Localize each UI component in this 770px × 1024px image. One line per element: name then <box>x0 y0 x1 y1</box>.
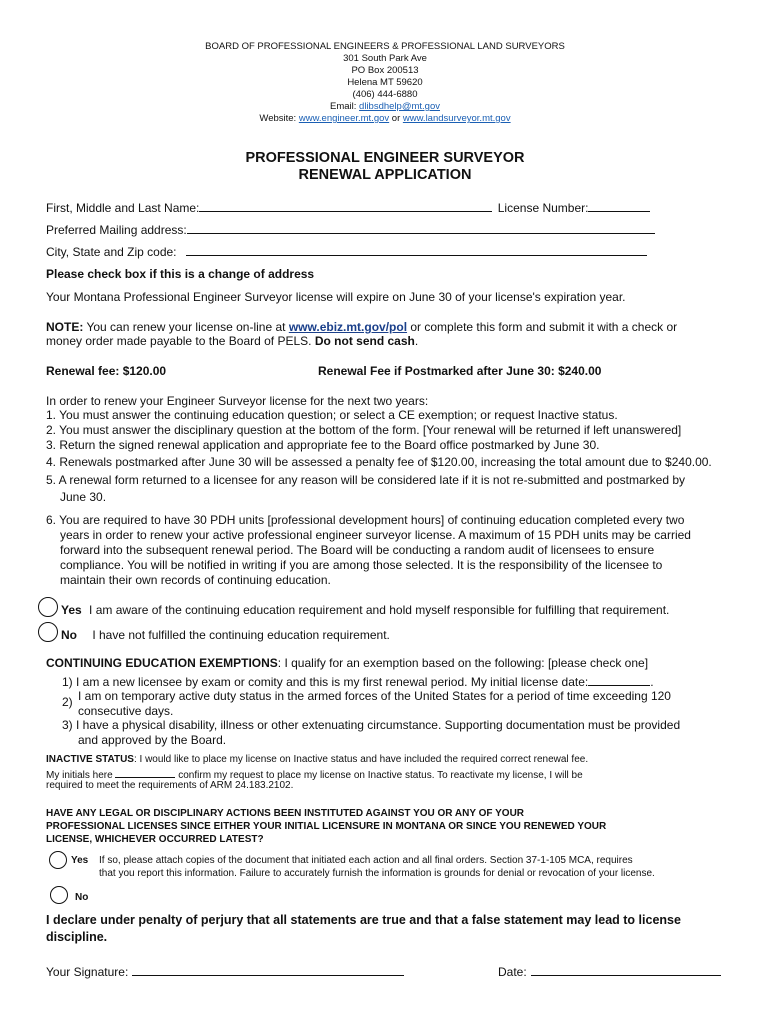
date-label: Date: <box>498 965 527 979</box>
board-name: BOARD OF PROFESSIONAL ENGINEERS & PROFESSIONAL LAND SURVEYORS <box>205 41 565 52</box>
website-link-surveyor[interactable]: www.landsurveyor.mt.gov <box>402 113 511 124</box>
disciplinary-yes-radio[interactable] <box>49 851 67 869</box>
exemption-item-1-text: 1) I am a new licensee by exam or comity and this is my first renewal period. My initial license date: <box>62 675 589 689</box>
disciplinary-yes-label: Yes <box>71 855 89 866</box>
license-label: License Number: <box>497 201 589 215</box>
declaration-line1: I declare under penalty of perjury that all statements are true and that a false statement may lead to license <box>46 913 681 927</box>
instruction-item-1: 1. You must answer the continuing education question; or select a CE exemption; or request Inactive status. <box>46 408 618 422</box>
inactive-line2 <box>46 767 583 781</box>
website-link-engineer[interactable]: www.engineer.mt.gov <box>298 113 390 124</box>
street-address: 301 South Park Ave <box>343 53 427 64</box>
instruction-item-5-cont: June 30. <box>60 490 107 504</box>
exemption-item-3-line1[interactable]: 3) I have a physical disability, illness or other extenuating circumstance. Supporting documentation must be provided <box>62 718 681 732</box>
exemptions-heading: CONTINUING EDUCATION EXEMPTIONS <box>46 656 278 670</box>
disciplinary-no-label: No <box>75 892 89 903</box>
ce-no-text: I have not fulfilled the continuing education requirement. <box>92 628 390 642</box>
po-box: PO Box 200513 <box>351 65 419 76</box>
phone: (406) 444-6880 <box>352 89 418 100</box>
mailing-label: Preferred Mailing address: <box>46 223 187 237</box>
inactive-text-1: : I would like to place my license on Inactive status and have included the required correct renewal fee. <box>133 754 589 765</box>
city-row <box>46 244 647 259</box>
note-text-2: or complete this form and submit it with a check or <box>407 320 678 334</box>
instruction-item-2: 2. You must answer the disciplinary question at the bottom of the form. [Your renewal will be returned if left unanswered] <box>46 423 682 437</box>
email-line <box>0 101 770 113</box>
exemption-item-2-line1: I am on temporary active duty status in the armed forces of the United States for a period of time exceeding 120 <box>78 689 671 703</box>
ce-yes-label: Yes <box>61 603 82 617</box>
exemption-item-2-num[interactable]: 2) <box>62 695 73 709</box>
form-title-line1: PROFESSIONAL ENGINEER SURVEYOR <box>245 150 525 166</box>
instruction-item-6-line2: years in order to renew your active professional engineer surveyor license. A maximum of 15 PDH units may be carried <box>60 528 691 542</box>
ce-yes-row <box>61 603 669 617</box>
exemption-item-2-line2: consecutive days. <box>78 704 174 718</box>
mailing-row <box>46 222 655 237</box>
website-or: or <box>389 113 403 124</box>
instruction-item-6-line5: maintain their own records of continuing education. <box>60 573 331 587</box>
inactive-initials-field[interactable] <box>115 767 175 778</box>
date-row <box>498 964 721 979</box>
inactive-text-2b: confirm my request to place my license on Inactive status. To reactivate my license, I will be <box>175 770 583 781</box>
ce-no-row <box>61 628 390 642</box>
exemptions-heading-row <box>46 656 648 670</box>
email-link[interactable]: dlibsdhelp@mt.gov <box>359 101 440 112</box>
exemption-item-3-line2: and approved by the Board. <box>78 733 227 747</box>
signature-label: Your Signature: <box>46 965 129 979</box>
signature-field[interactable] <box>132 964 404 976</box>
late-renewal-fee: Renewal Fee if Postmarked after June 30: $240.00 <box>318 364 602 378</box>
disciplinary-question-line2: PROFESSIONAL LICENSES SINCE EITHER YOUR INITIAL LICENSURE IN MONTANA OR SINCE YOU RENEWED YOUR <box>46 821 607 832</box>
note-line2 <box>46 334 418 348</box>
inactive-line3: required to meet the requirements of ARM 24.183.2102. <box>46 780 294 791</box>
instruction-item-6-line4: compliance. You will be notified in writing if you are among those selected. It is the responsibility of the licensee to <box>60 558 663 572</box>
address-change-prompt: Please check box if this is a change of address <box>46 267 315 281</box>
date-field[interactable] <box>531 964 721 976</box>
note-end: . <box>414 334 419 348</box>
email-label: Email: <box>330 101 360 112</box>
signature-row <box>46 964 404 979</box>
name-label: First, Middle and Last Name: <box>46 201 200 215</box>
name-field[interactable] <box>199 200 492 212</box>
instruction-item-6-line3: forward into the subsequent renewal period. The Board will be conducting a random audit of licensees to ensure <box>60 543 655 557</box>
instruction-item-3: 3. Return the signed renewal application and appropriate fee to the Board office postmarked by June 30. <box>46 438 600 452</box>
city-address: Helena MT 59620 <box>347 77 423 88</box>
disciplinary-no-radio[interactable] <box>50 886 68 904</box>
expiration-notice: Your Montana Professional Engineer Surveyor license will expire on June 30 of your license's expiration year. <box>46 290 626 304</box>
inactive-label: INACTIVE STATUS <box>46 754 134 765</box>
no-cash-text: Do not send cash <box>314 334 415 348</box>
disciplinary-question-line1: HAVE ANY LEGAL OR DISCIPLINARY ACTIONS BEEN INSTITUTED AGAINST YOU OR ANY OF YOUR <box>46 808 525 819</box>
city-label: City, State and Zip code: <box>46 245 177 259</box>
instruction-item-6-line1: 6. You are required to have 30 PDH units [professional development hours] of continuing education completed every two <box>46 513 685 527</box>
disciplinary-yes-text-1: If so, please attach copies of the document that initiated each action and all final orders. Section 37-1-105 MCA, requires <box>99 855 633 866</box>
exemption-item-1[interactable] <box>62 674 654 689</box>
mailing-address-field[interactable] <box>187 222 655 234</box>
inactive-line1 <box>46 754 588 765</box>
instruction-item-4: 4. Renewals postmarked after June 30 will be assessed a penalty fee of $120.00, increasing the total amount due to $240.00. <box>46 455 712 469</box>
initial-license-date-field[interactable] <box>588 674 650 686</box>
website-line <box>0 113 770 125</box>
exemption-item-1-end: . <box>650 675 654 689</box>
license-number-field[interactable] <box>588 200 650 212</box>
inactive-text-2a: My initials here <box>46 770 116 781</box>
city-state-zip-field[interactable] <box>186 244 647 256</box>
ce-no-radio[interactable] <box>38 622 58 642</box>
name-row <box>46 200 650 215</box>
ce-no-label: No <box>61 628 77 642</box>
instructions-intro: In order to renew your Engineer Surveyor license for the next two years: <box>46 394 429 408</box>
declaration-line2: discipline. <box>46 930 108 944</box>
ce-yes-radio[interactable] <box>38 597 58 617</box>
instruction-item-5: 5. A renewal form returned to a licensee for any reason will be considered late if it is not re-submitted and postmarked by <box>46 473 685 487</box>
disciplinary-question-line3: LICENSE, WHICHEVER OCCURRED LATEST? <box>46 834 264 845</box>
note-text-3: money order made payable to the Board of PELS. <box>46 334 315 348</box>
ebiz-link[interactable]: www.ebiz.mt.gov/pol <box>288 320 408 334</box>
note-label: NOTE: <box>46 320 84 334</box>
ce-yes-text: I am aware of the continuing education requirement and hold myself responsible for fulfilling that requirement. <box>89 603 670 617</box>
renewal-fee: Renewal fee: $120.00 <box>46 364 167 378</box>
exemptions-heading-rest: : I qualify for an exemption based on the following: [please check one] <box>277 656 649 670</box>
disciplinary-yes-text-2: that you report this information. Failure to accurately furnish the information is grounds for denial or revocation of your license. <box>99 868 655 879</box>
note-text-1: You can renew your license on-line at <box>83 320 289 334</box>
note-line1 <box>46 320 677 334</box>
form-title-line2: RENEWAL APPLICATION <box>298 167 472 183</box>
website-label: Website: <box>259 113 299 124</box>
